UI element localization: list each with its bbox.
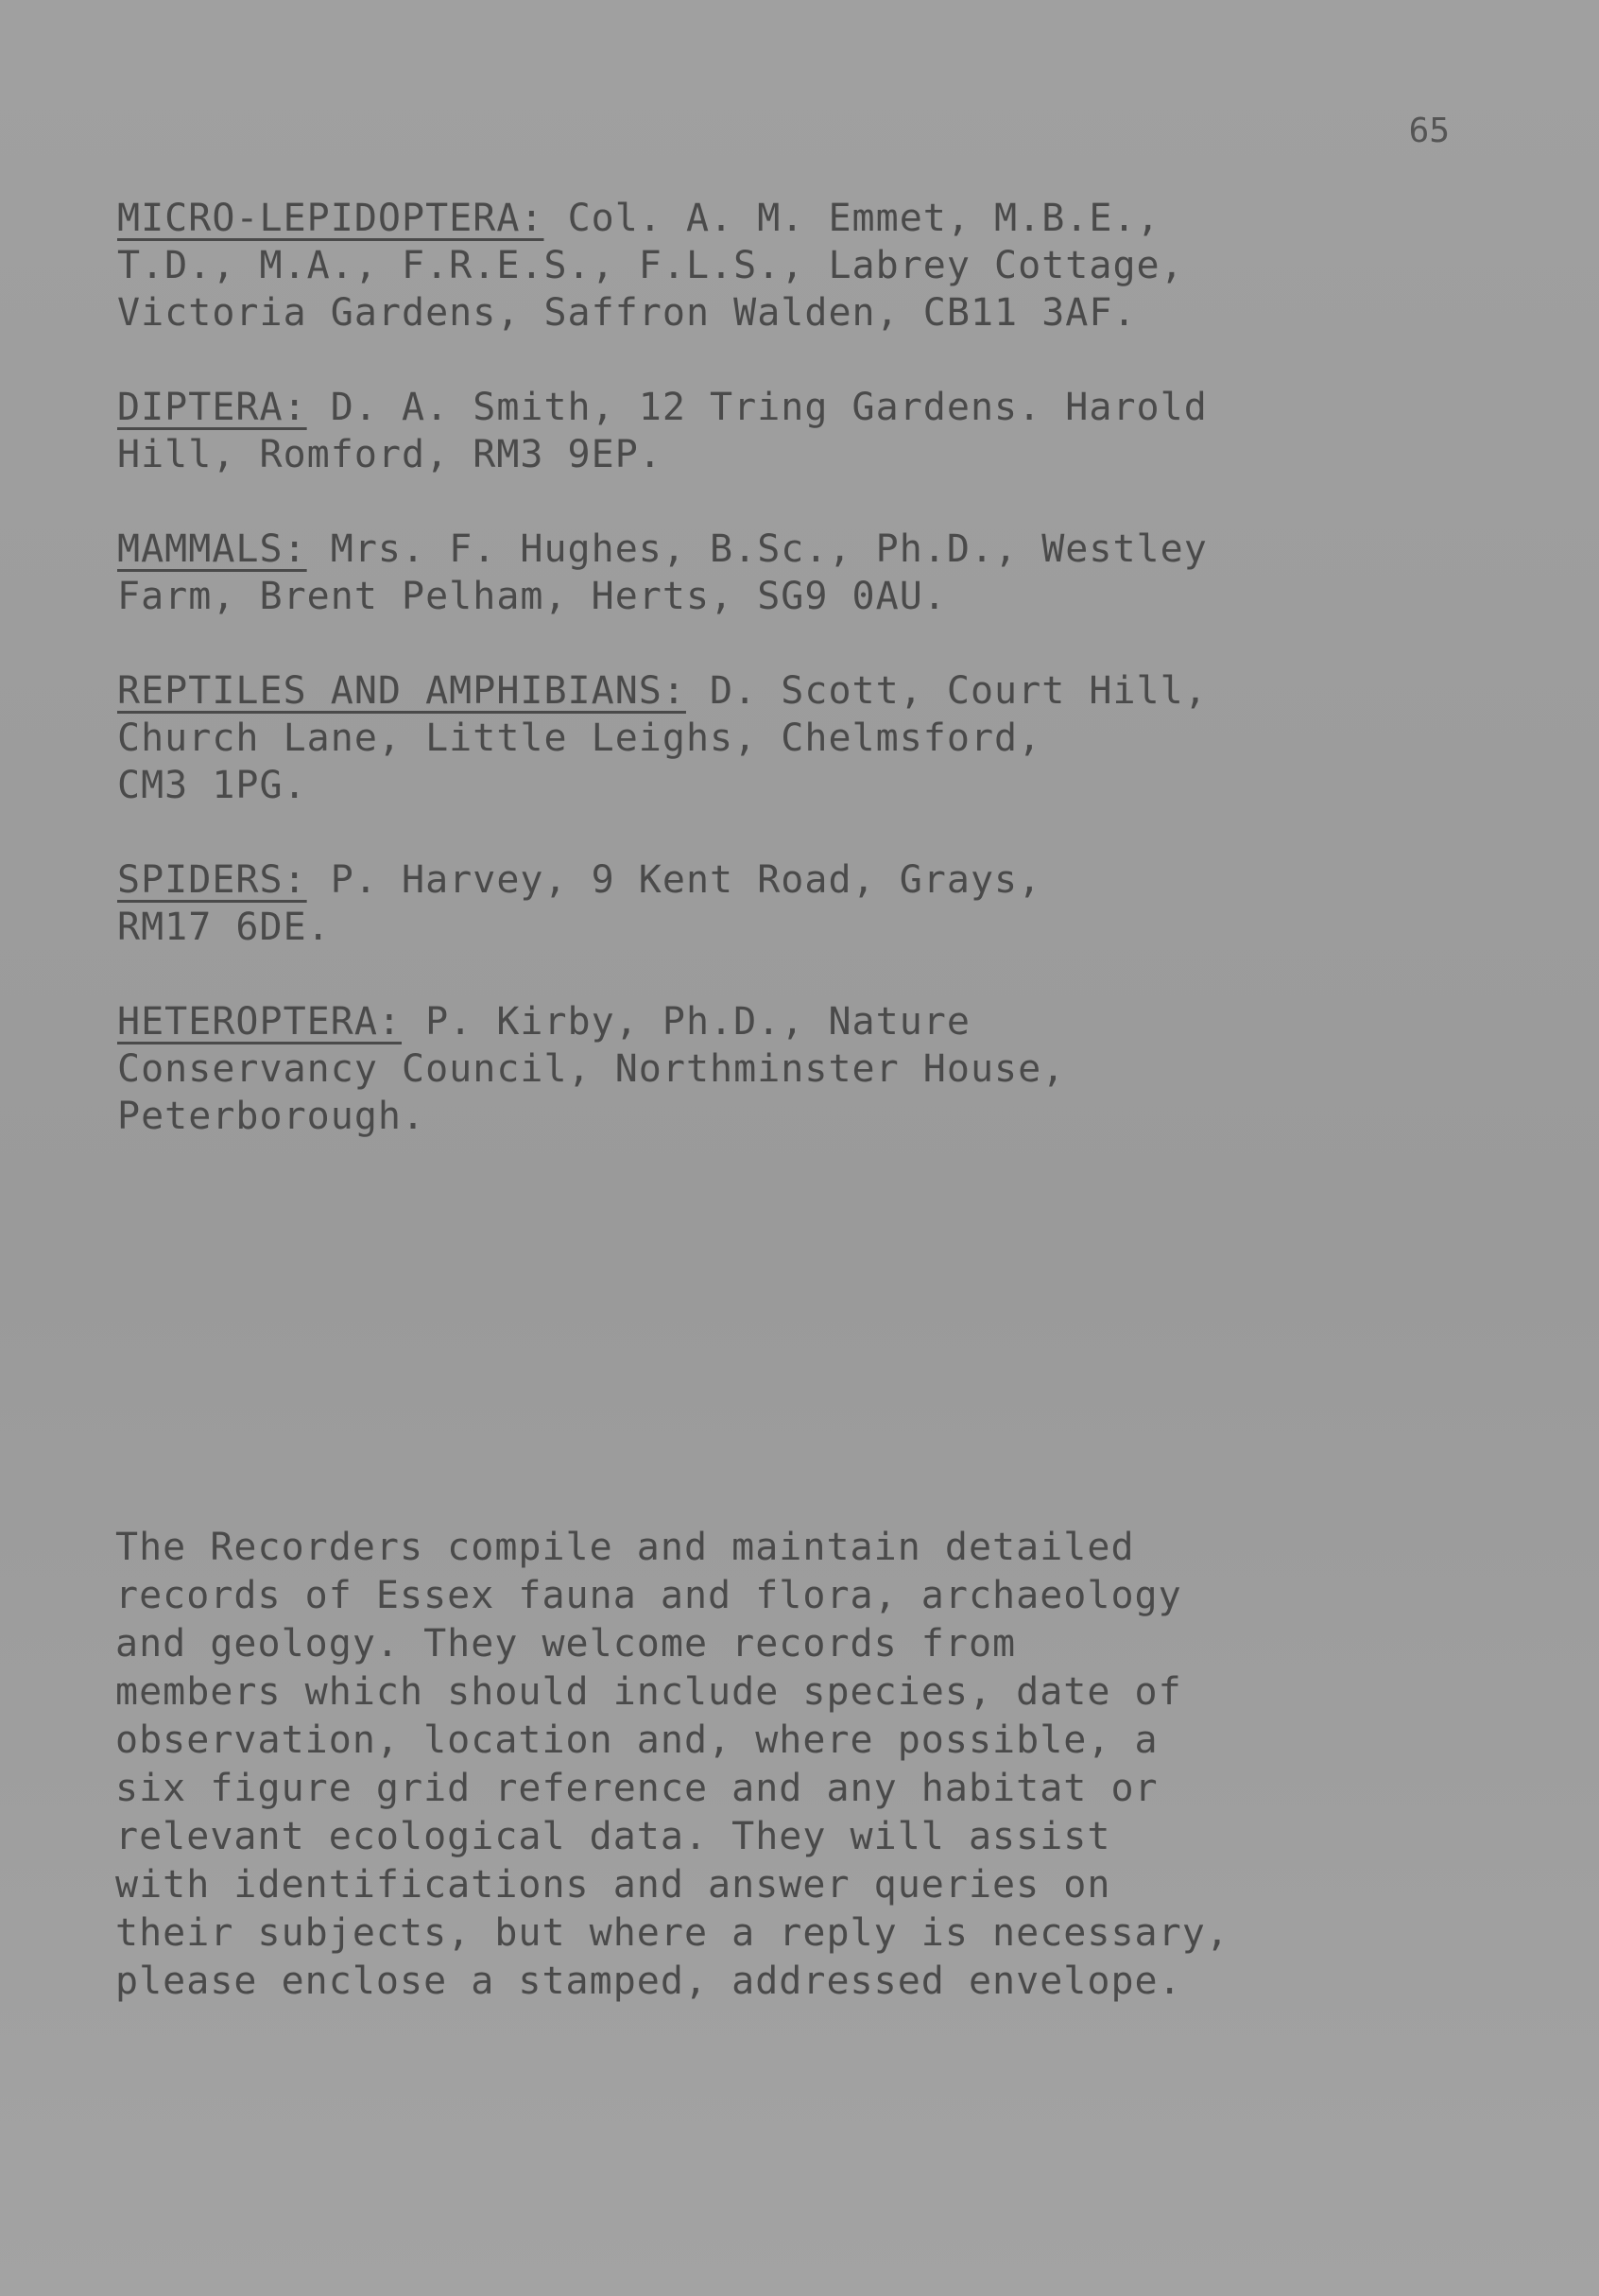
entry-heading: MAMMALS:	[117, 527, 307, 571]
recorder-entry-diptera	[117, 384, 1487, 478]
page-number: 65	[1408, 112, 1450, 150]
entry-heading: DIPTERA:	[117, 386, 307, 429]
entry-text: P. Harvey, 9 Kent Road, Grays, RM17 6DE.	[117, 858, 1042, 949]
recorder-entry-micro-lepidoptera	[117, 195, 1487, 337]
recorders-list	[117, 195, 1487, 1187]
entry-heading: REPTILES AND AMPHIBIANS:	[117, 669, 686, 713]
recorder-entry-heteroptera	[117, 998, 1487, 1140]
entry-text: P. Kirby, Ph.D., Nature Conservancy Council, Northminster House, Peterborough.	[117, 1000, 1066, 1138]
entry-heading: MICRO-LEPIDOPTERA:	[117, 197, 544, 240]
entry-text: D. Scott, Court Hill, Church Lane, Little Leighs, Chelmsford, CM3 1PG.	[117, 669, 1208, 807]
entry-heading: SPIDERS:	[117, 858, 307, 902]
entry-text: Col. A. M. Emmet, M.B.E., T.D., M.A., F.R.E.S., F.L.S., Labrey Cottage, Victoria Gardens, Saffron Walden, CB11 3AF.	[117, 197, 1184, 335]
entry-text: Mrs. F. Hughes, B.Sc., Ph.D., Westley Farm, Brent Pelham, Herts, SG9 0AU.	[117, 527, 1208, 618]
recorder-entry-reptiles-amphibians	[117, 667, 1487, 809]
recorders-note-paragraph: The Recorders compile and maintain detailed records of Essex fauna and flora, archaeology and geology. They welcome records from members which should include species, date of observation, location and, where possible, a six figure grid reference and any habitat or relevant ecological data. They will assist with identifications and answer queries on their subjects, but where a reply is necessary, please enclose a stamped, addressed envelope.	[115, 1526, 1229, 2003]
entry-heading: HETEROPTERA:	[117, 1000, 402, 1044]
entry-text: D. A. Smith, 12 Tring Gardens. Harold Hill, Romford, RM3 9EP.	[117, 386, 1208, 476]
recorder-entry-spiders	[117, 856, 1487, 951]
recorder-entry-mammals	[117, 526, 1487, 620]
